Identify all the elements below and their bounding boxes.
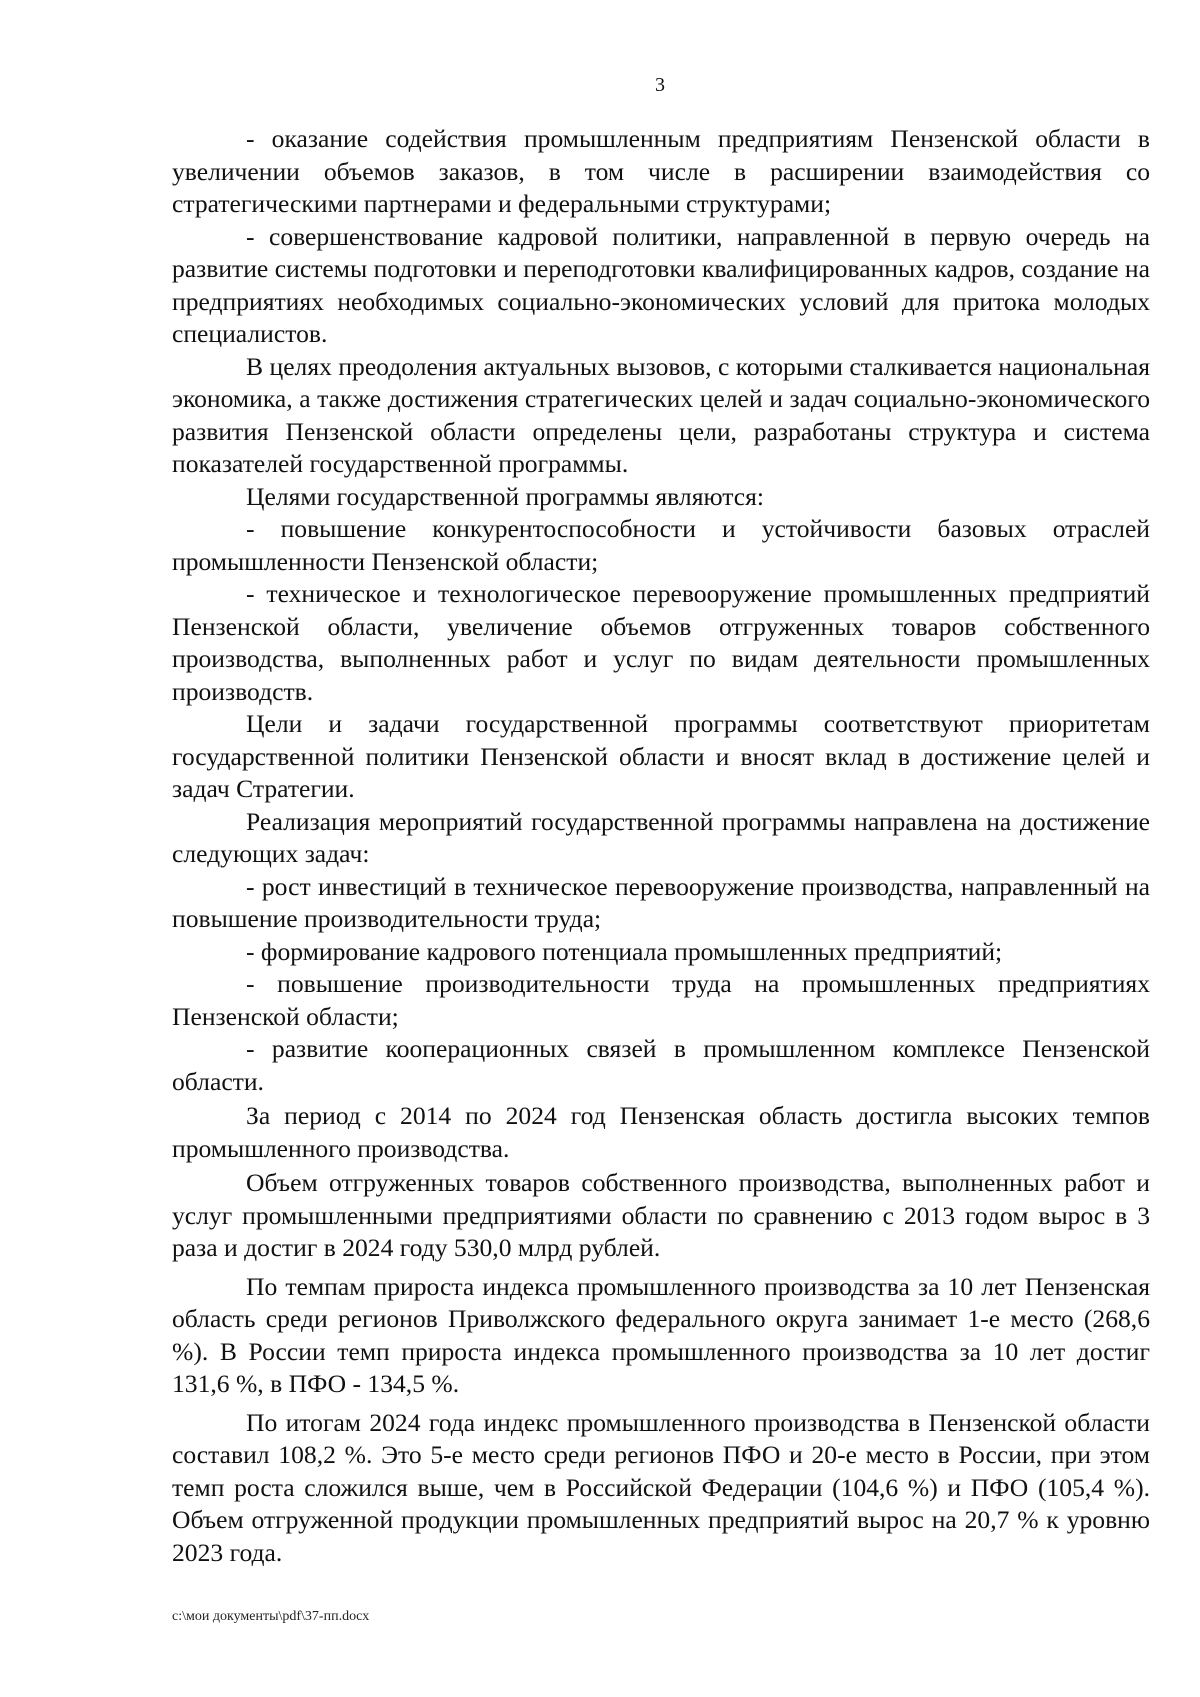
paragraph-15: По темпам прироста индекса промышленного производства за 10 лет Пензенская область среди регионов Приволжского федерального округа занимает 1-е место (268,6 %). В России темп прироста индекса промышленного производства за 10 лет достиг 131,6 %, в ПФО - 134,5 %. — [172, 1271, 1150, 1398]
paragraph-14: Объем отгруженных товаров собственного производства, выполненных работ и услуг промышленными предприятиями области по сравнению с 2013 годом вырос в 3 раза и достиг в 2024 году 530,0 млрд рублей. — [172, 1168, 1150, 1262]
paragraph-1: - оказание содействия промышленным предприятиям Пензенской области в увеличении объемов заказов, в том числе в расширении взаимодействия со стратегическими партнерами и федеральными структурами; — [172, 124, 1150, 218]
paragraph-16: По итогам 2024 года индекс промышленного производства в Пензенской области составил 108,2 %. Это 5-е место среди регионов ПФО и 20-е место в России, при этом темп роста сложился выше, чем в Российской Федерации (104,6 %) и ПФО (105,4 %). Объем отгруженной продукции промышленных предприятий вырос на 20,7 % к уровню 2023 года. — [172, 1407, 1150, 1567]
paragraph-9: - рост инвестиций в техническое перевооружение производства, направленный на повышение производительности труда; — [172, 871, 1150, 933]
paragraph-8: Реализация мероприятий государственной программы направлена на достижение следующих задач: — [172, 806, 1150, 868]
paragraph-6: - техническое и технологическое перевооружение промышленных предприятий Пензенской области, увеличение объемов отгруженных товаров собственного производства, выполненных работ и услуг по видам деятельности промышленных производств. — [172, 579, 1150, 706]
paragraph-10: - формирование кадрового потенциала промышленных предприятий; — [246, 936, 1003, 966]
paragraph-12: - развитие кооперационных связей в промышленном комплексе Пензенской области. — [172, 1034, 1150, 1096]
paragraph-13: За период с 2014 по 2024 год Пензенская область достигла высоких темпов промышленного производства. — [172, 1101, 1150, 1163]
document-body — [172, 123, 1150, 1569]
paragraph-5: - повышение конкурентоспособности и устойчивости базовых отраслей промышленности Пензенской области; — [172, 514, 1150, 576]
paragraph-3: В целях преодоления актуальных вызовов, с которыми сталкивается национальная экономика, а также достижения стратегических целей и задач социально-экономического развития Пензенской области определены цели, разработаны структура и система показателей государственной программы. — [172, 351, 1150, 478]
page-number: 3 — [655, 74, 665, 96]
paragraph-2: - совершенствование кадровой политики, направленной в первую очередь на развитие системы подготовки и переподготовки квалифицированных кадров, создание на предприятиях необходимых социально-экономических условий для притока молодых специалистов. — [172, 221, 1150, 348]
paragraph-4: Целями государственной программы являются: — [246, 481, 764, 511]
paragraph-7: Цели и задачи государственной программы соответствуют приоритетам государственной политики Пензенской области и вносят вклад в достижение целей и задач Стратегии. — [172, 709, 1150, 803]
footer-file-path: c:\мои документы\pdf\37-пп.docx — [172, 1609, 370, 1624]
paragraph-11: - повышение производительности труда на промышленных предприятиях Пензенской области; — [172, 969, 1150, 1031]
